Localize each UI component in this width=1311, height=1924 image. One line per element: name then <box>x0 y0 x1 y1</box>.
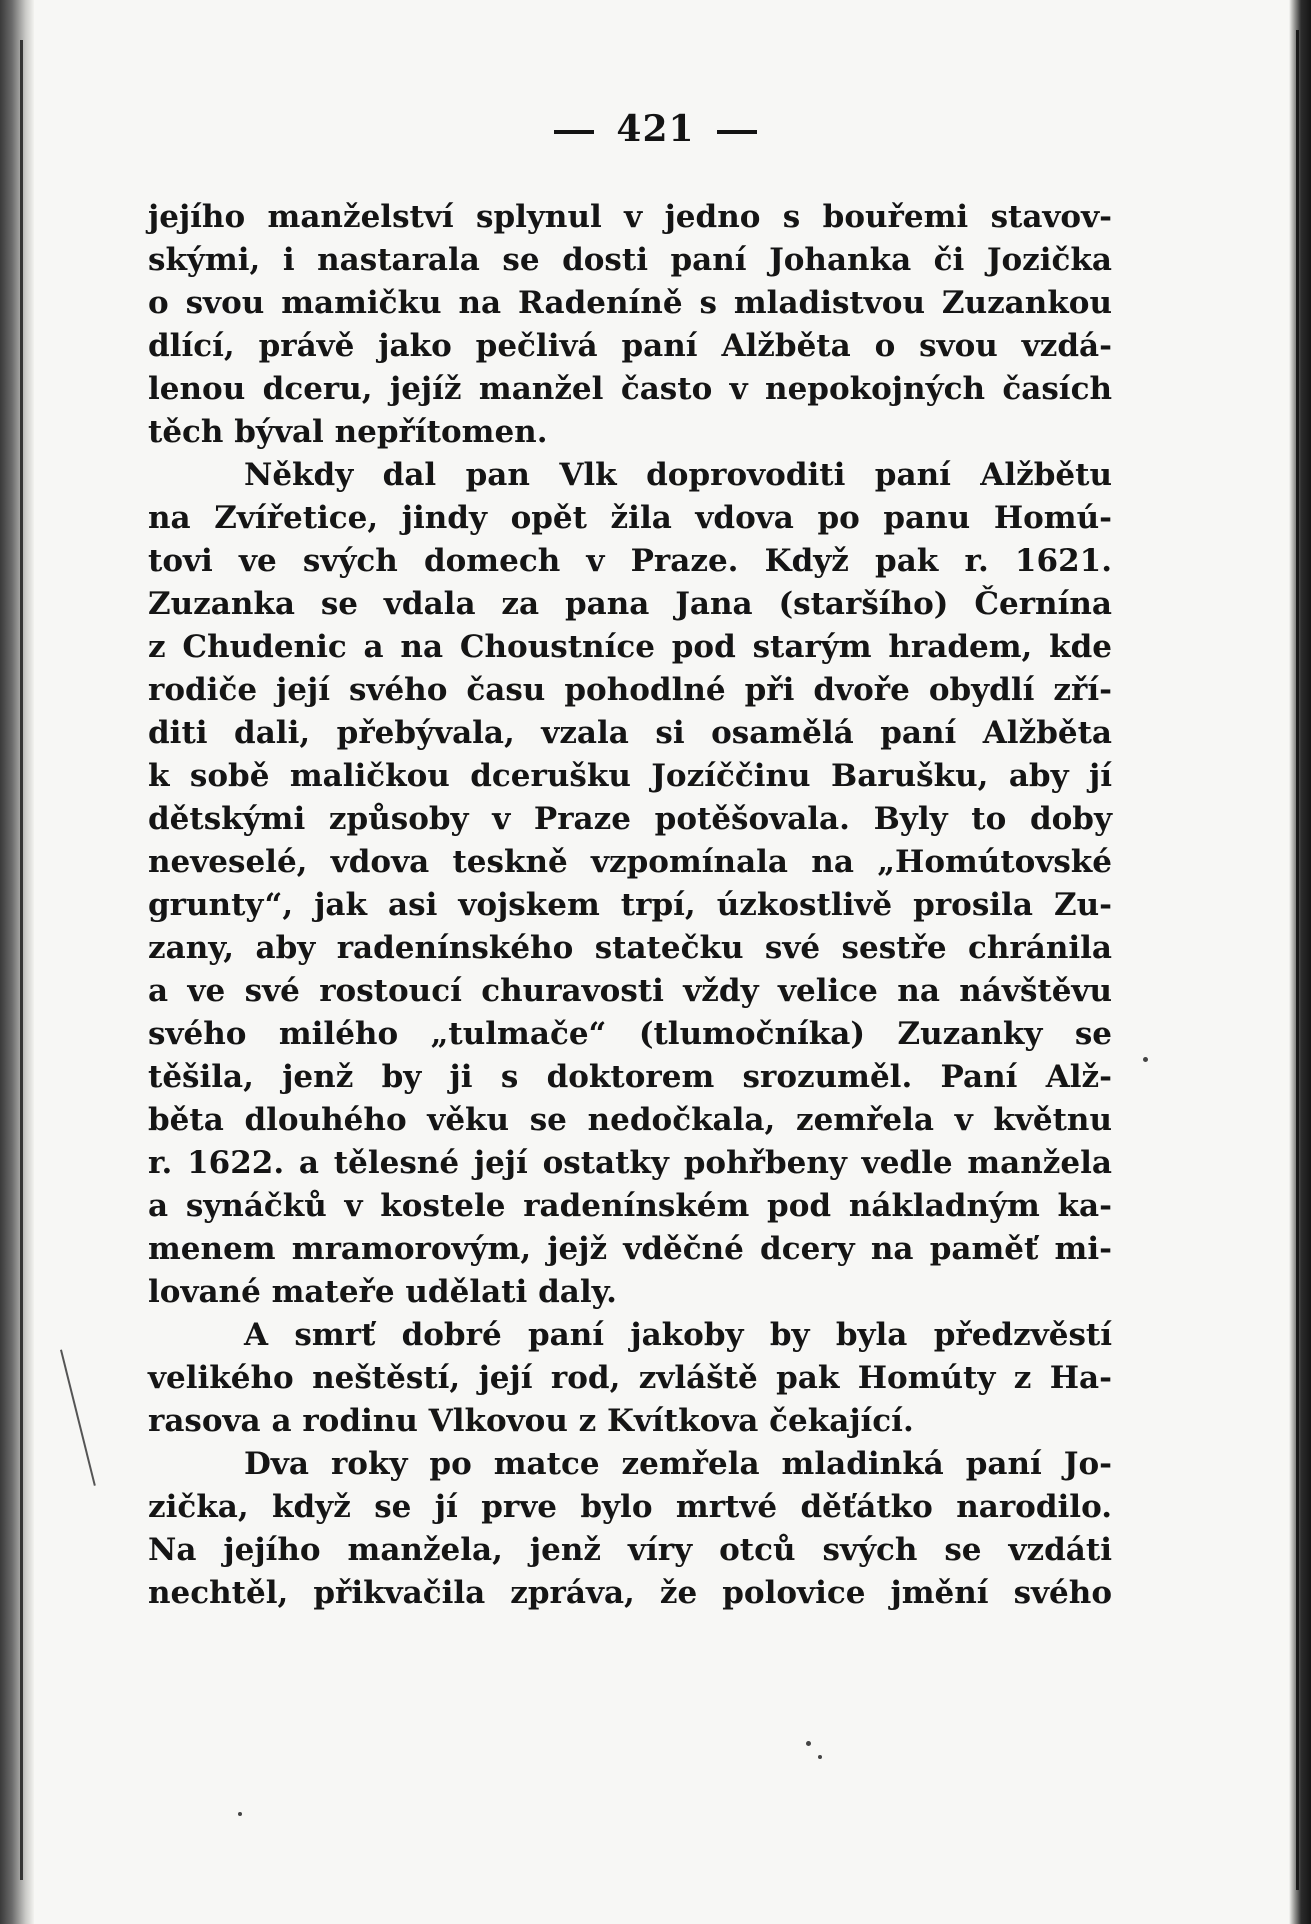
page-number-dash-right <box>717 130 757 134</box>
page-edge-shadow <box>1289 0 1311 1924</box>
text-line: těch býval nepřítomen. <box>148 414 548 450</box>
page-number-dash-left <box>554 130 594 134</box>
text-line: Zuzanka se vdala za pana Jana (staršího) Černína <box>148 586 1112 622</box>
text-line: nechtěl, přikvačila zpráva, že polovice jmění svého <box>148 1575 1112 1611</box>
text-line: a synáčků v kostele radenínském pod nákladným ka- <box>148 1188 1112 1224</box>
text-line: skými, i nastarala se dosti paní Johanka či Jozička <box>148 242 1112 278</box>
text-line: dětskými způsoby v Praze potěšovala. Byly to doby <box>148 801 1112 837</box>
body-text <box>148 196 1112 1615</box>
text-line: z Chudenic a na Choustníce pod starým hradem, kde <box>148 629 1112 665</box>
text-line: lenou dceru, jejíž manžel často v nepokojných časích <box>148 371 1112 407</box>
text-line: svého milého „tulmače“ (tlumočníka) Zuzanky se <box>148 1016 1112 1052</box>
text-line: zička, když se jí prve bylo mrtvé děťátko narodilo. <box>148 1489 1112 1525</box>
text-line: Dva roky po matce zemřela mladinká paní Jo- <box>244 1446 1112 1482</box>
text-line: Někdy dal pan Vlk doprovoditi paní Alžbětu <box>244 457 1112 493</box>
text-line: dlící, právě jako pečlivá paní Alžběta o svou vzdá- <box>148 328 1112 364</box>
text-line: o svou mamičku na Radeníně s mladistvou Zuzankou <box>148 285 1112 321</box>
text-line: tovi ve svých domech v Praze. Když pak r. 1621. <box>148 543 1112 579</box>
text-line: lované mateře udělati daly. <box>148 1274 617 1310</box>
text-line: a ve své rostoucí churavosti vždy velice na návštěvu <box>148 973 1112 1009</box>
text-line: k sobě maličkou dcerušku Jozíččinu Barušku, aby jí <box>148 758 1112 794</box>
text-line: A smrť dobré paní jakoby by byla předzvěstí <box>244 1317 1112 1353</box>
text-line: neveselé, vdova teskně vzpomínala na „Homútovské <box>148 844 1112 880</box>
text-line: rodiče její svého času pohodlné při dvoře obydlí zří- <box>148 672 1112 708</box>
text-line: velikého neštěstí, její rod, zvláště pak Homúty z Ha- <box>148 1360 1112 1396</box>
scan-speck <box>1143 1057 1148 1062</box>
text-line: grunty“, jak asi vojskem trpí, úzkostlivě prosila Zu- <box>148 887 1112 923</box>
scan-stroke <box>60 1350 96 1486</box>
text-line: běta dlouhého věku se nedočkala, zemřela v květnu <box>148 1102 1112 1138</box>
text-line: rasova a rodinu Vlkovou z Kvítkova čekající. <box>148 1403 914 1439</box>
text-line: diti dali, přebývala, vzala si osamělá paní Alžběta <box>148 715 1112 751</box>
text-line: Na jejího manžela, jenž víry otců svých se vzdáti <box>148 1532 1112 1568</box>
scan-speck <box>818 1755 822 1759</box>
page-number-value: 421 <box>616 108 695 150</box>
scan-speck <box>238 1812 242 1816</box>
text-line: na Zvířetice, jindy opět žila vdova po panu Homú- <box>148 500 1112 536</box>
text-line: r. 1622. a tělesné její ostatky pohřbeny vedle manžela <box>148 1145 1112 1181</box>
page-edge-line <box>1296 30 1299 1890</box>
text-line: těšila, jenž by ji s doktorem srozuměl. Paní Alž- <box>148 1059 1112 1095</box>
scan-speck <box>806 1741 811 1746</box>
page-number <box>0 108 1311 150</box>
text-line: zany, aby radenínského statečku své sestře chránila <box>148 930 1112 966</box>
book-binding-shadow <box>0 0 34 1924</box>
binding-edge-line <box>20 40 23 1880</box>
text-line: menem mramorovým, jejž vděčné dcery na paměť mi- <box>148 1231 1112 1267</box>
text-line: jejího manželství splynul v jedno s bouřemi stavov- <box>148 199 1112 235</box>
